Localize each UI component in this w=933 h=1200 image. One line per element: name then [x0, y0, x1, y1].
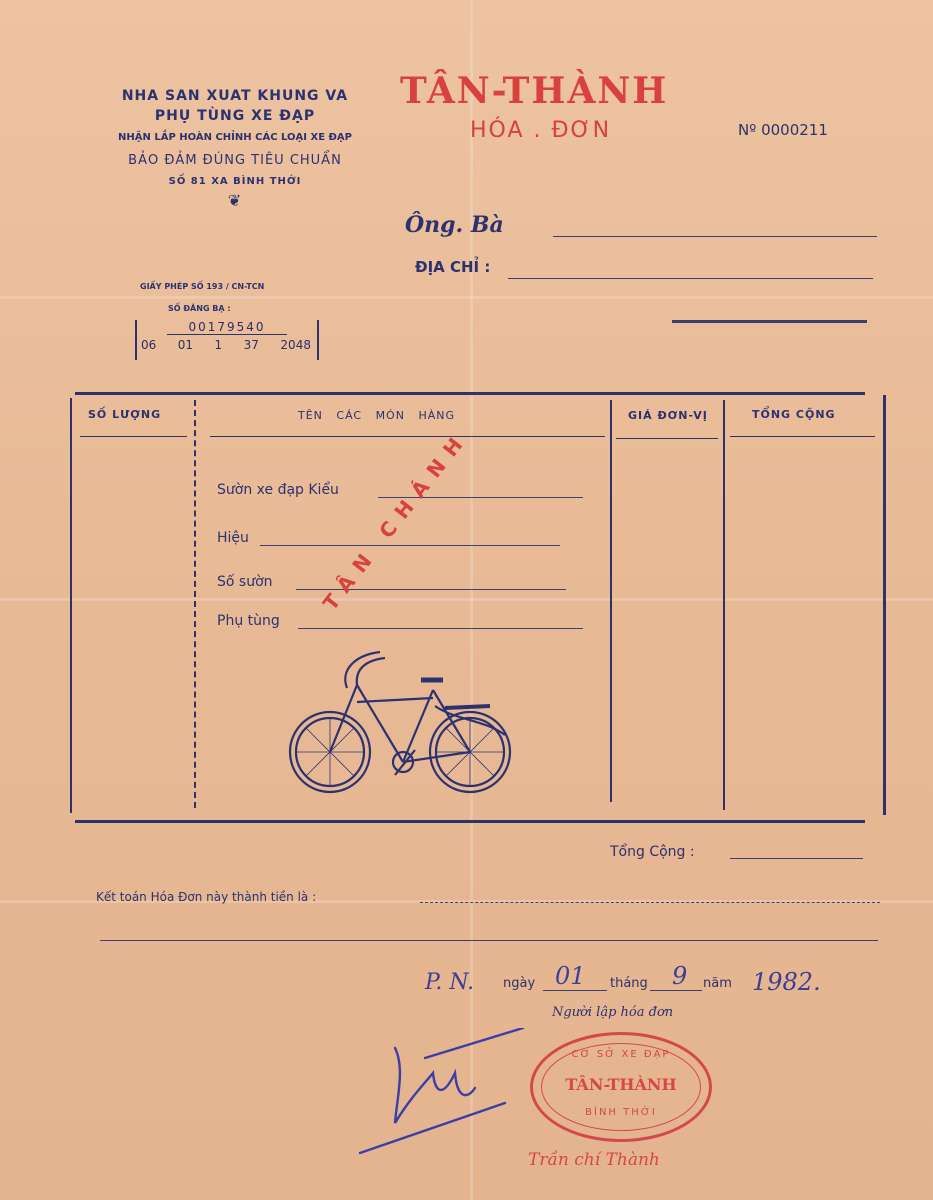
company-line-2: PHỤ TÙNG XE ĐẠP [154, 108, 316, 124]
date-day-label: ngày [503, 976, 536, 991]
table-top-border [75, 392, 865, 395]
company-line-1: NHA SAN XUAT KHUNG VA [121, 88, 349, 104]
date-month-line [650, 990, 702, 991]
date-place: P. N. [425, 970, 475, 995]
total-line [730, 858, 863, 859]
invoice-number-value: 0000211 [761, 121, 828, 139]
company-stamp [530, 1032, 712, 1142]
license-cells [137, 335, 317, 352]
row-accessories-line [298, 628, 583, 629]
invoice-number-label: Nº [738, 121, 757, 139]
ornament-icon: ❦ [227, 191, 243, 210]
table-bottom-border [75, 820, 865, 823]
brand-title: TÂN-THÀNH [400, 70, 669, 112]
date-year: 1982. [752, 968, 821, 996]
watermark-stamp-text: TÂN CHÁNH [318, 425, 474, 615]
header-underline-items [210, 436, 605, 437]
table-divider-items [610, 400, 612, 802]
license-cell: 2048 [280, 338, 311, 352]
bicycle-icon [285, 640, 520, 805]
amount-in-words-line [420, 902, 880, 903]
license-code: 00179540 [167, 320, 287, 335]
header-underline-total [730, 436, 875, 437]
license-cell: 37 [243, 338, 259, 352]
row-frame-style: Sườn xe đạp Kiểu [217, 482, 339, 498]
stamp-center-text: TÂN-THÀNH [565, 1075, 677, 1094]
company-line-4: BẢO ĐẢM ĐÚNG TIÊU CHUẨN [128, 153, 342, 168]
customer-name-label: Ông. Bà [405, 212, 504, 238]
customer-name-line [553, 236, 877, 237]
signatory-name: Trần chí Thành [528, 1150, 660, 1170]
date-day: 01 [555, 962, 586, 990]
customer-address-line-2 [672, 320, 867, 323]
handwritten-signature [355, 1028, 530, 1158]
table-divider-unit [723, 400, 725, 810]
fold-crease-middle [0, 598, 933, 601]
col-header-items: TÊN CÁC MÓN HÀNG [298, 409, 455, 422]
table-right-border [883, 395, 886, 815]
date-month: 9 [672, 962, 688, 990]
row-accessories: Phụ tùng [217, 613, 280, 629]
fold-crease-vertical [470, 0, 473, 1200]
header-underline-qty [80, 436, 187, 437]
col-header-total: TỔNG CỘNG [752, 408, 836, 421]
license-cell: 1 [214, 338, 223, 352]
company-line-5: SỐ 81 XA BÌNH THỚI [168, 176, 302, 187]
license-cell: 01 [177, 338, 194, 352]
row-brand: Hiệu [217, 530, 249, 546]
total-label: Tổng Cộng : [610, 844, 695, 860]
header-underline-unit [616, 438, 718, 439]
customer-address-label: ĐỊA CHỈ : [415, 258, 491, 276]
license-box [135, 320, 319, 360]
customer-address-line [508, 278, 873, 279]
license-line-1: GIẤY PHÉP SỐ 193 / CN-TCN [140, 282, 265, 291]
issuer-label: Người lập hóa đơn [552, 1005, 674, 1020]
invoice-subtitle: HÓA . ĐƠN [470, 118, 612, 143]
date-month-label: tháng [610, 976, 648, 991]
col-header-qty: SỐ LƯỢNG [88, 408, 162, 421]
table-divider-qty [194, 400, 196, 808]
stamp-bottom-text: BÌNH THỚI [585, 1107, 657, 1118]
amount-in-words-line-2 [100, 940, 878, 941]
company-line-3: NHẬN LẮP HOÀN CHỈNH CÁC LOẠI XE ĐẠP [118, 132, 352, 143]
date-day-line [543, 990, 607, 991]
license-line-2: SỐ ĐĂNG BẠ : [168, 304, 231, 313]
invoice-number [738, 121, 828, 139]
date-year-label: năm [703, 976, 732, 991]
fold-crease-top [0, 296, 933, 299]
license-cell: 06 [141, 338, 157, 352]
amount-in-words-label: Kết toán Hóa Đơn này thành tiền là : [96, 890, 317, 904]
col-header-unit-price: GIÁ ĐƠN-VỊ [628, 409, 708, 422]
table-left-border [70, 398, 72, 813]
company-header [80, 88, 390, 210]
row-frame-number: Số sườn [217, 574, 273, 590]
stamp-outer-text: CƠ SỞ XE ĐẠP [571, 1049, 671, 1060]
row-brand-line [260, 545, 560, 546]
